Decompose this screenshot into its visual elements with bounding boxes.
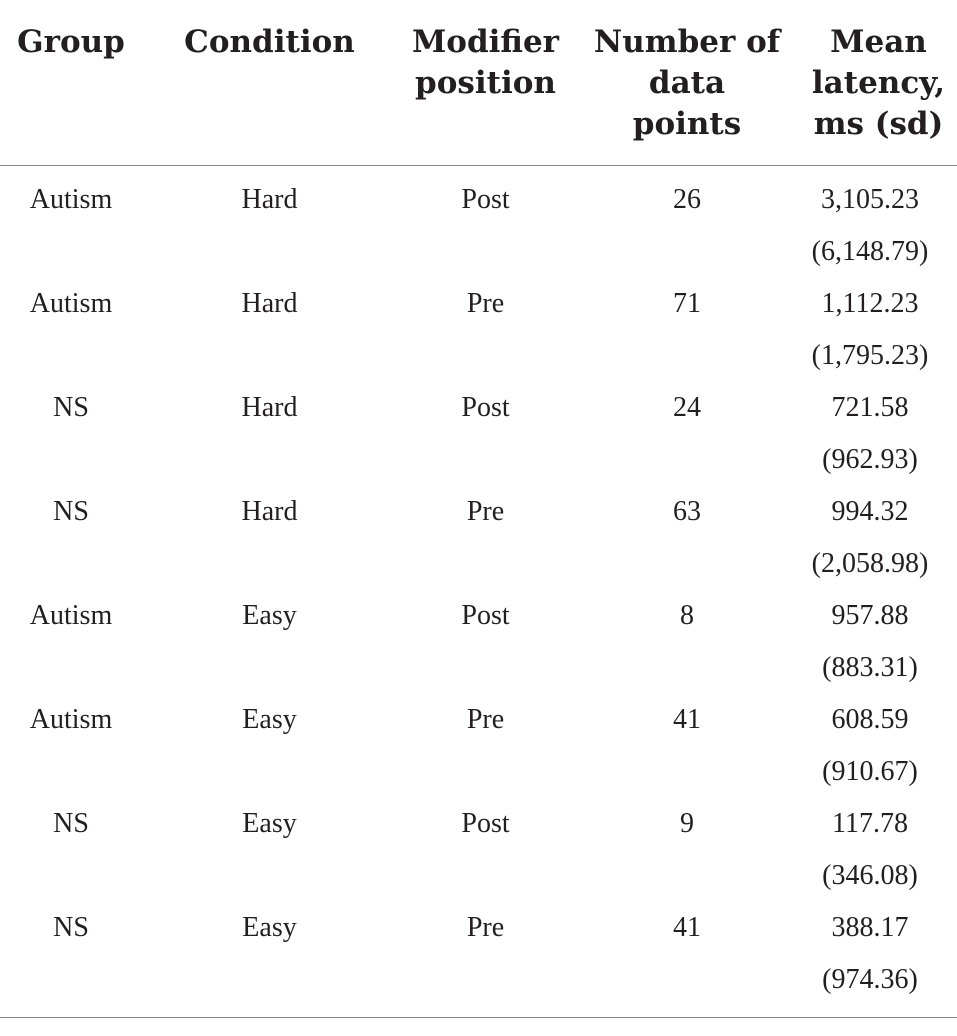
cell-modifier: Post bbox=[461, 808, 510, 839]
cell-modifier: Pre bbox=[466, 704, 505, 735]
header-condition: Condition bbox=[184, 24, 355, 60]
cell-mean-latency bbox=[800, 278, 957, 382]
cell-n: 8 bbox=[680, 600, 694, 631]
sd-value: (910.67) bbox=[822, 756, 918, 787]
cell-group: Autism bbox=[29, 184, 113, 215]
sd-value: (346.08) bbox=[822, 860, 918, 891]
cell-n: 24 bbox=[673, 392, 701, 423]
cell-modifier: Pre bbox=[466, 496, 505, 527]
mean-value: 957.88 bbox=[831, 600, 909, 631]
cell-mean-latency bbox=[800, 694, 957, 798]
table-row bbox=[0, 798, 957, 902]
cell-modifier: Pre bbox=[466, 912, 505, 943]
table-row bbox=[0, 166, 957, 279]
table-row bbox=[0, 486, 957, 590]
cell-condition: Hard bbox=[241, 288, 298, 319]
mean-value: 721.58 bbox=[831, 392, 909, 423]
table-body bbox=[0, 166, 957, 1007]
mean-value: 994.32 bbox=[831, 496, 909, 527]
sd-value: (1,795.23) bbox=[811, 340, 929, 371]
cell-n: 41 bbox=[673, 912, 701, 943]
cell-mean-latency bbox=[800, 166, 957, 279]
cell-condition: Hard bbox=[241, 184, 298, 215]
mean-value: 388.17 bbox=[831, 912, 909, 943]
cell-mean-latency bbox=[800, 486, 957, 590]
sd-value: (6,148.79) bbox=[811, 236, 929, 267]
cell-n: 9 bbox=[680, 808, 694, 839]
cell-mean-latency bbox=[800, 902, 957, 1006]
table-row bbox=[0, 694, 957, 798]
header-group: Group bbox=[17, 24, 125, 60]
cell-n: 63 bbox=[673, 496, 701, 527]
mean-value: 117.78 bbox=[832, 808, 908, 839]
cell-modifier: Post bbox=[461, 184, 510, 215]
table-row bbox=[0, 590, 957, 694]
cell-condition: Easy bbox=[242, 600, 297, 631]
cell-n: 26 bbox=[673, 184, 701, 215]
cell-group: Autism bbox=[29, 704, 113, 735]
header-modifier-position: Modifier position bbox=[411, 24, 560, 101]
cell-condition: Easy bbox=[242, 808, 297, 839]
cell-n: 71 bbox=[673, 288, 701, 319]
cell-group: NS bbox=[53, 808, 89, 839]
cell-group: NS bbox=[53, 496, 89, 527]
mean-value: 3,105.23 bbox=[821, 184, 919, 215]
cell-modifier: Post bbox=[461, 600, 510, 631]
cell-mean-latency bbox=[800, 798, 957, 902]
cell-condition: Hard bbox=[241, 392, 298, 423]
cell-modifier: Pre bbox=[466, 288, 505, 319]
mean-value: 608.59 bbox=[831, 704, 909, 735]
cell-group: Autism bbox=[29, 600, 113, 631]
cell-mean-latency bbox=[800, 590, 957, 694]
cell-group: NS bbox=[53, 392, 89, 423]
table-row bbox=[0, 278, 957, 382]
cell-modifier: Post bbox=[461, 392, 510, 423]
table-bottom-rule bbox=[0, 1017, 957, 1018]
mean-value: 1,112.23 bbox=[821, 288, 919, 319]
table-row bbox=[0, 382, 957, 486]
cell-n: 41 bbox=[673, 704, 701, 735]
header-number-of-data-points: Number of data points bbox=[593, 24, 781, 142]
cell-group: NS bbox=[53, 912, 89, 943]
sd-value: (883.31) bbox=[822, 652, 918, 683]
header-mean-latency: Mean latency, ms (sd) bbox=[811, 24, 946, 142]
table-row bbox=[0, 902, 957, 1006]
sd-value: (2,058.98) bbox=[811, 548, 929, 579]
cell-condition: Easy bbox=[242, 704, 297, 735]
header-row bbox=[0, 0, 957, 166]
cell-condition: Easy bbox=[242, 912, 297, 943]
sd-value: (974.36) bbox=[822, 964, 918, 995]
cell-condition: Hard bbox=[241, 496, 298, 527]
sd-value: (962.93) bbox=[822, 444, 918, 475]
table-header bbox=[0, 0, 957, 166]
cell-mean-latency bbox=[800, 382, 957, 486]
cell-group: Autism bbox=[29, 288, 113, 319]
